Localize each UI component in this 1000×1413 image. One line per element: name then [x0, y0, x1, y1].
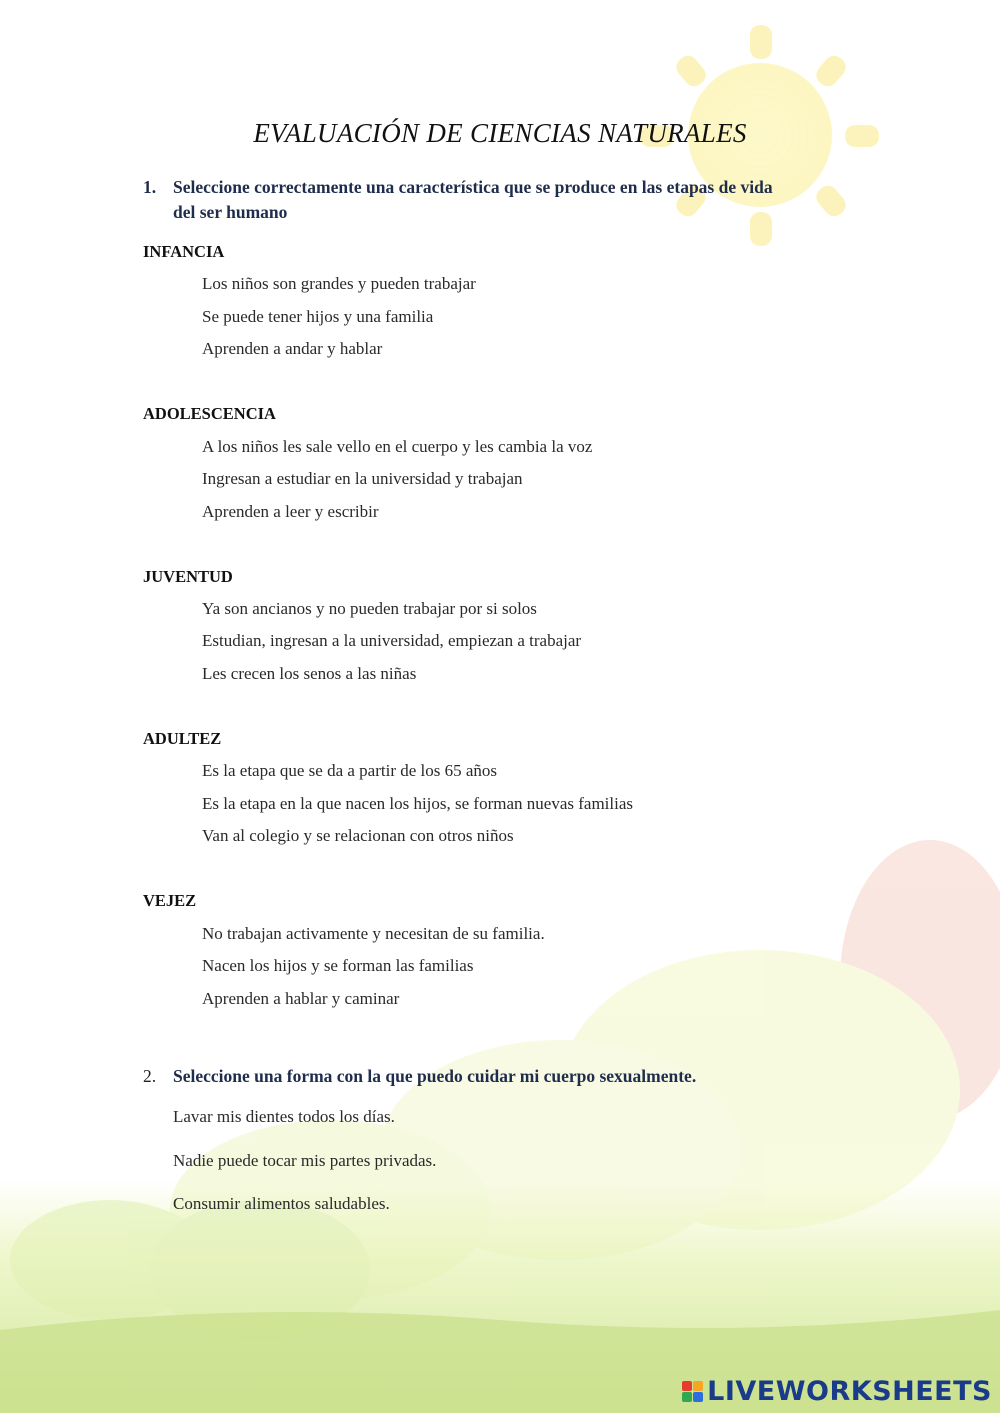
- section-heading-adolescencia: ADOLESCENCIA: [143, 404, 276, 423]
- option-adultez-2[interactable]: Es la etapa en la que nacen los hijos, se forman nuevas familias: [202, 794, 633, 813]
- option-vejez-3[interactable]: Aprenden a hablar y caminar: [202, 989, 400, 1008]
- section-heading-adultez: ADULTEZ: [143, 729, 222, 748]
- option-adultez-1[interactable]: Es la etapa que se da a partir de los 65 años: [202, 761, 498, 780]
- option-adolescencia-2[interactable]: Ingresan a estudiar en la universidad y trabajan: [202, 469, 523, 488]
- section-heading-vejez: VEJEZ: [143, 891, 197, 910]
- question-1-number: 1.: [143, 177, 157, 197]
- section-heading-infancia: INFANCIA: [143, 242, 225, 261]
- question-2-text: Seleccione una forma con la que puedo cuidar mi cuerpo sexualmente.: [173, 1066, 697, 1086]
- section-heading-juventud: JUVENTUD: [143, 567, 233, 586]
- option-vejez-1[interactable]: No trabajan activamente y necesitan de su familia.: [202, 924, 545, 943]
- liveworksheets-logo-icon: [682, 1381, 703, 1402]
- logo-square-i: [693, 1381, 703, 1391]
- option-adolescencia-3[interactable]: Aprenden a leer y escribir: [202, 502, 379, 521]
- option-q2-2[interactable]: Nadie puede tocar mis partes privadas.: [173, 1151, 437, 1170]
- page-title: EVALUACIÓN DE CIENCIAS NATURALES: [253, 118, 747, 148]
- option-adolescencia-1[interactable]: A los niños les sale vello en el cuerpo y les cambia la voz: [202, 437, 593, 456]
- option-q2-3[interactable]: Consumir alimentos saludables.: [173, 1194, 390, 1213]
- option-juventud-1[interactable]: Ya son ancianos y no pueden trabajar por si solos: [202, 599, 537, 618]
- option-juventud-2[interactable]: Estudian, ingresan a la universidad, empiezan a trabajar: [202, 631, 582, 650]
- question-1-text-line-2: del ser humano: [173, 202, 288, 222]
- question-2-number: 2.: [143, 1066, 157, 1086]
- logo-square-e: [693, 1392, 703, 1402]
- question-1-text-line-1: Seleccione correctamente una característica que se produce en las etapas de vida: [173, 177, 773, 197]
- logo-square-v: [682, 1392, 692, 1402]
- option-adultez-3[interactable]: Van al colegio y se relacionan con otros niños: [202, 826, 514, 845]
- brand-text: LIVEWORKSHEETS: [707, 1376, 992, 1407]
- option-juventud-3[interactable]: Les crecen los senos a las niñas: [202, 664, 417, 683]
- option-vejez-2[interactable]: Nacen los hijos y se forman las familias: [202, 956, 474, 975]
- option-infancia-1[interactable]: Los niños son grandes y pueden trabajar: [202, 274, 476, 293]
- option-infancia-3[interactable]: Aprenden a andar y hablar: [202, 339, 383, 358]
- option-q2-1[interactable]: Lavar mis dientes todos los días.: [173, 1107, 395, 1126]
- liveworksheets-branding: [682, 1376, 992, 1407]
- logo-square-l: [682, 1381, 692, 1391]
- option-infancia-2[interactable]: Se puede tener hijos y una familia: [202, 307, 434, 326]
